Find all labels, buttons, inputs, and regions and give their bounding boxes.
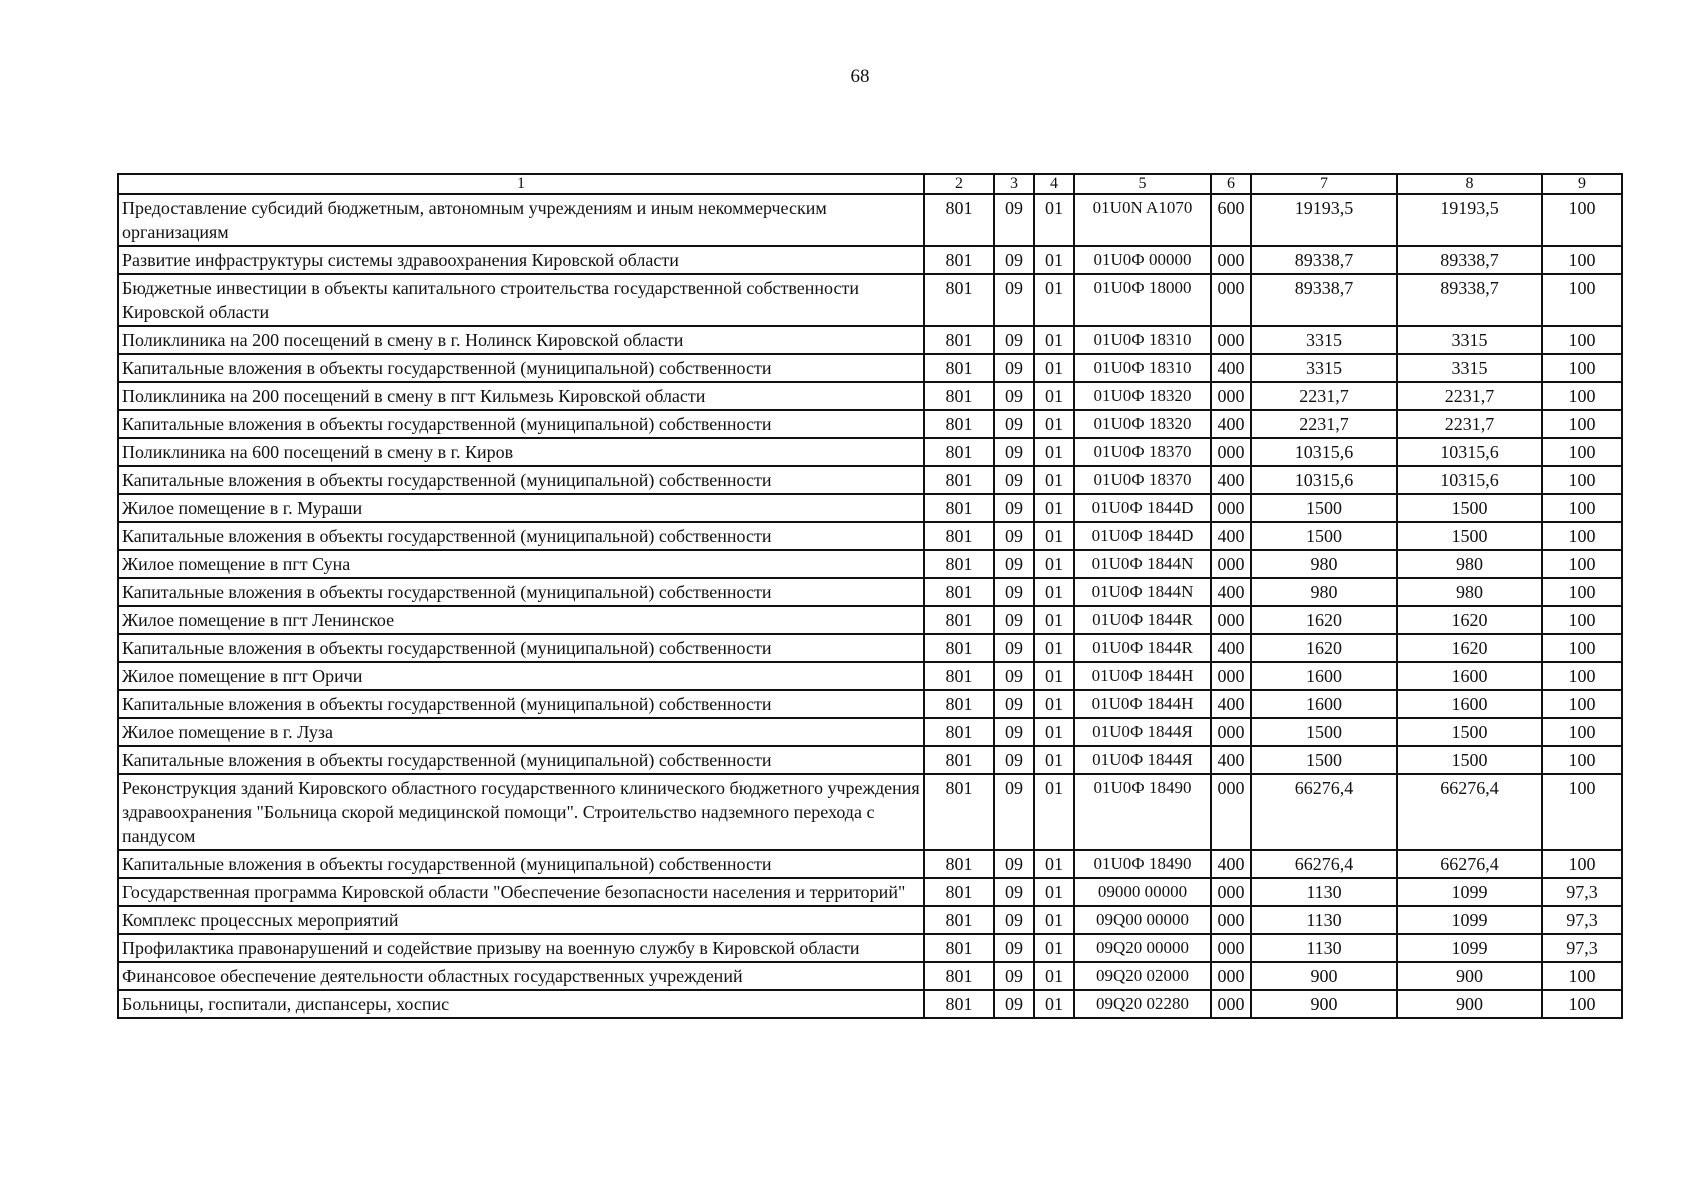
cell-subsection: 01 (1034, 774, 1074, 850)
cell-planned: 900 (1251, 990, 1397, 1018)
cell-executed: 89338,7 (1397, 246, 1542, 274)
cell-executed: 1500 (1397, 746, 1542, 774)
cell-planned: 1500 (1251, 522, 1397, 550)
cell-expense-type: 000 (1211, 606, 1251, 634)
cell-section: 09 (994, 494, 1034, 522)
cell-percent: 100 (1542, 522, 1622, 550)
cell-subsection: 01 (1034, 878, 1074, 906)
cell-subsection: 01 (1034, 550, 1074, 578)
table-row (118, 718, 1622, 746)
cell-subsection: 01 (1034, 662, 1074, 690)
table-row (118, 634, 1622, 662)
cell-expense-type: 400 (1211, 746, 1251, 774)
cell-ministry-code: 801 (924, 878, 994, 906)
cell-subsection: 01 (1034, 578, 1074, 606)
cell-expense-type: 400 (1211, 634, 1251, 662)
table-row (118, 466, 1622, 494)
table-row (118, 662, 1622, 690)
cell-subsection: 01 (1034, 690, 1074, 718)
cell-percent: 100 (1542, 550, 1622, 578)
table-row (118, 438, 1622, 466)
cell-planned: 2231,7 (1251, 410, 1397, 438)
cell-subsection: 01 (1034, 438, 1074, 466)
cell-subsection: 01 (1034, 606, 1074, 634)
cell-executed: 980 (1397, 550, 1542, 578)
cell-target-article: 01U0Ф 18320 (1074, 410, 1211, 438)
cell-expense-type: 000 (1211, 662, 1251, 690)
table-row (118, 746, 1622, 774)
table-row (118, 410, 1622, 438)
cell-target-article: 09Q20 00000 (1074, 934, 1211, 962)
cell-executed: 900 (1397, 990, 1542, 1018)
cell-target-article: 01U0Ф 1844R (1074, 606, 1211, 634)
cell-section: 09 (994, 990, 1034, 1018)
table-row (118, 578, 1622, 606)
cell-executed: 1500 (1397, 494, 1542, 522)
row-description: Поликлиника на 200 посещений в смену в пгт Кильмезь Кировской области (118, 382, 924, 410)
cell-expense-type: 000 (1211, 906, 1251, 934)
cell-percent: 100 (1542, 990, 1622, 1018)
cell-expense-type: 000 (1211, 718, 1251, 746)
cell-subsection: 01 (1034, 522, 1074, 550)
cell-subsection: 01 (1034, 718, 1074, 746)
cell-executed: 1620 (1397, 606, 1542, 634)
cell-target-article: 01U0Ф 1844Я (1074, 746, 1211, 774)
row-description: Жилое помещение в пгт Оричи (118, 662, 924, 690)
table-row (118, 494, 1622, 522)
cell-target-article: 01U0Ф 00000 (1074, 246, 1211, 274)
cell-section: 09 (994, 578, 1034, 606)
cell-ministry-code: 801 (924, 578, 994, 606)
table-row (118, 354, 1622, 382)
cell-expense-type: 000 (1211, 962, 1251, 990)
cell-subsection: 01 (1034, 246, 1074, 274)
cell-section: 09 (994, 718, 1034, 746)
cell-ministry-code: 801 (924, 746, 994, 774)
cell-target-article: 01U0Ф 18490 (1074, 774, 1211, 850)
cell-percent: 100 (1542, 962, 1622, 990)
row-description: Реконструкция зданий Кировского областного государственного клинического бюджетного учреждения здравоохранения "Больница скорой медицинской помощи". Строительство надземного перехода с пандусом (118, 774, 924, 850)
cell-executed: 10315,6 (1397, 438, 1542, 466)
cell-target-article: 01U0Ф 1844H (1074, 690, 1211, 718)
cell-subsection: 01 (1034, 410, 1074, 438)
row-description: Капитальные вложения в объекты государственной (муниципальной) собственности (118, 410, 924, 438)
cell-ministry-code: 801 (924, 774, 994, 850)
cell-percent: 100 (1542, 718, 1622, 746)
cell-expense-type: 400 (1211, 578, 1251, 606)
cell-executed: 2231,7 (1397, 410, 1542, 438)
cell-expense-type: 000 (1211, 550, 1251, 578)
cell-target-article: 01U0Ф 1844Я (1074, 718, 1211, 746)
table-body (118, 174, 1622, 1018)
table-row (118, 550, 1622, 578)
cell-target-article: 01U0Ф 18000 (1074, 274, 1211, 326)
cell-planned: 10315,6 (1251, 438, 1397, 466)
cell-planned: 1130 (1251, 934, 1397, 962)
cell-planned: 980 (1251, 578, 1397, 606)
cell-executed: 3315 (1397, 354, 1542, 382)
cell-ministry-code: 801 (924, 522, 994, 550)
cell-executed: 1620 (1397, 634, 1542, 662)
cell-section: 09 (994, 410, 1034, 438)
cell-target-article: 01U0N A1070 (1074, 194, 1211, 246)
cell-executed: 89338,7 (1397, 274, 1542, 326)
cell-percent: 97,3 (1542, 878, 1622, 906)
cell-percent: 100 (1542, 466, 1622, 494)
cell-ministry-code: 801 (924, 962, 994, 990)
cell-ministry-code: 801 (924, 906, 994, 934)
cell-percent: 100 (1542, 274, 1622, 326)
cell-expense-type: 000 (1211, 990, 1251, 1018)
cell-ministry-code: 801 (924, 382, 994, 410)
row-description: Капитальные вложения в объекты государственной (муниципальной) собственности (118, 746, 924, 774)
row-description: Предоставление субсидий бюджетным, автономным учреждениям и иным некоммерческим организациям (118, 194, 924, 246)
column-header: 9 (1542, 174, 1622, 194)
cell-section: 09 (994, 246, 1034, 274)
row-description: Капитальные вложения в объекты государственной (муниципальной) собственности (118, 466, 924, 494)
cell-expense-type: 400 (1211, 466, 1251, 494)
cell-percent: 100 (1542, 354, 1622, 382)
column-header: 3 (994, 174, 1034, 194)
cell-percent: 100 (1542, 326, 1622, 354)
cell-subsection: 01 (1034, 354, 1074, 382)
cell-planned: 2231,7 (1251, 382, 1397, 410)
cell-expense-type: 400 (1211, 410, 1251, 438)
table-row (118, 990, 1622, 1018)
cell-expense-type: 000 (1211, 774, 1251, 850)
cell-expense-type: 600 (1211, 194, 1251, 246)
cell-ministry-code: 801 (924, 438, 994, 466)
cell-expense-type: 000 (1211, 246, 1251, 274)
cell-section: 09 (994, 466, 1034, 494)
cell-executed: 1500 (1397, 522, 1542, 550)
cell-target-article: 01U0Ф 1844D (1074, 522, 1211, 550)
cell-planned: 3315 (1251, 354, 1397, 382)
cell-executed: 1600 (1397, 690, 1542, 718)
cell-expense-type: 400 (1211, 850, 1251, 878)
row-description: Профилактика правонарушений и содействие призыву на военную службу в Кировской области (118, 934, 924, 962)
row-description: Поликлиника на 600 посещений в смену в г. Киров (118, 438, 924, 466)
table-row (118, 690, 1622, 718)
row-description: Капитальные вложения в объекты государственной (муниципальной) собственности (118, 690, 924, 718)
cell-planned: 1130 (1251, 878, 1397, 906)
cell-executed: 1099 (1397, 934, 1542, 962)
cell-ministry-code: 801 (924, 550, 994, 578)
cell-percent: 100 (1542, 410, 1622, 438)
cell-executed: 980 (1397, 578, 1542, 606)
cell-subsection: 01 (1034, 194, 1074, 246)
cell-executed: 66276,4 (1397, 774, 1542, 850)
cell-target-article: 01U0Ф 18320 (1074, 382, 1211, 410)
cell-planned: 1620 (1251, 606, 1397, 634)
budget-table (117, 173, 1623, 1019)
cell-target-article: 01U0Ф 18370 (1074, 438, 1211, 466)
cell-section: 09 (994, 634, 1034, 662)
cell-target-article: 09000 00000 (1074, 878, 1211, 906)
cell-expense-type: 000 (1211, 382, 1251, 410)
cell-target-article: 01U0Ф 18310 (1074, 354, 1211, 382)
cell-section: 09 (994, 438, 1034, 466)
column-header: 1 (118, 174, 924, 194)
cell-percent: 100 (1542, 606, 1622, 634)
cell-section: 09 (994, 962, 1034, 990)
table-row (118, 522, 1622, 550)
cell-ministry-code: 801 (924, 606, 994, 634)
cell-executed: 2231,7 (1397, 382, 1542, 410)
cell-planned: 19193,5 (1251, 194, 1397, 246)
cell-executed: 1500 (1397, 718, 1542, 746)
cell-section: 09 (994, 662, 1034, 690)
cell-expense-type: 400 (1211, 690, 1251, 718)
cell-percent: 100 (1542, 246, 1622, 274)
cell-subsection: 01 (1034, 934, 1074, 962)
column-header: 2 (924, 174, 994, 194)
table-row (118, 962, 1622, 990)
cell-planned: 1600 (1251, 662, 1397, 690)
cell-planned: 900 (1251, 962, 1397, 990)
cell-expense-type: 000 (1211, 326, 1251, 354)
cell-subsection: 01 (1034, 634, 1074, 662)
cell-expense-type: 400 (1211, 354, 1251, 382)
cell-target-article: 01U0Ф 1844D (1074, 494, 1211, 522)
cell-percent: 100 (1542, 578, 1622, 606)
cell-subsection: 01 (1034, 494, 1074, 522)
cell-target-article: 09Q20 02280 (1074, 990, 1211, 1018)
cell-target-article: 01U0Ф 18370 (1074, 466, 1211, 494)
cell-ministry-code: 801 (924, 194, 994, 246)
cell-target-article: 01U0Ф 1844R (1074, 634, 1211, 662)
cell-ministry-code: 801 (924, 354, 994, 382)
cell-section: 09 (994, 522, 1034, 550)
cell-executed: 66276,4 (1397, 850, 1542, 878)
cell-target-article: 01U0Ф 1844N (1074, 578, 1211, 606)
table-row (118, 850, 1622, 878)
row-description: Жилое помещение в пгт Суна (118, 550, 924, 578)
row-description: Государственная программа Кировской области "Обеспечение безопасности населения и территорий" (118, 878, 924, 906)
cell-ministry-code: 801 (924, 326, 994, 354)
cell-percent: 97,3 (1542, 934, 1622, 962)
row-description: Комплекс процессных мероприятий (118, 906, 924, 934)
cell-subsection: 01 (1034, 466, 1074, 494)
cell-executed: 1099 (1397, 878, 1542, 906)
cell-planned: 3315 (1251, 326, 1397, 354)
cell-executed: 10315,6 (1397, 466, 1542, 494)
row-description: Развитие инфраструктуры системы здравоохранения Кировской области (118, 246, 924, 274)
cell-percent: 100 (1542, 194, 1622, 246)
cell-section: 09 (994, 690, 1034, 718)
column-number-row (118, 174, 1622, 194)
cell-section: 09 (994, 274, 1034, 326)
table-row (118, 934, 1622, 962)
cell-target-article: 09Q00 00000 (1074, 906, 1211, 934)
cell-target-article: 09Q20 02000 (1074, 962, 1211, 990)
cell-expense-type: 000 (1211, 438, 1251, 466)
cell-planned: 1500 (1251, 718, 1397, 746)
row-description: Капитальные вложения в объекты государственной (муниципальной) собственности (118, 578, 924, 606)
cell-planned: 1500 (1251, 746, 1397, 774)
cell-section: 09 (994, 934, 1034, 962)
cell-percent: 100 (1542, 494, 1622, 522)
table-row (118, 326, 1622, 354)
cell-planned: 10315,6 (1251, 466, 1397, 494)
cell-subsection: 01 (1034, 906, 1074, 934)
cell-percent: 100 (1542, 774, 1622, 850)
cell-percent: 100 (1542, 382, 1622, 410)
cell-executed: 19193,5 (1397, 194, 1542, 246)
cell-planned: 66276,4 (1251, 774, 1397, 850)
cell-ministry-code: 801 (924, 410, 994, 438)
cell-ministry-code: 801 (924, 246, 994, 274)
cell-subsection: 01 (1034, 326, 1074, 354)
row-description: Больницы, госпитали, диспансеры, хоспис (118, 990, 924, 1018)
cell-ministry-code: 801 (924, 662, 994, 690)
row-description: Капитальные вложения в объекты государственной (муниципальной) собственности (118, 522, 924, 550)
cell-percent: 100 (1542, 634, 1622, 662)
row-description: Жилое помещение в пгт Ленинское (118, 606, 924, 634)
table-row (118, 246, 1622, 274)
row-description: Финансовое обеспечение деятельности областных государственных учреждений (118, 962, 924, 990)
cell-target-article: 01U0Ф 1844H (1074, 662, 1211, 690)
row-description: Поликлиника на 200 посещений в смену в г. Нолинск Кировской области (118, 326, 924, 354)
cell-planned: 66276,4 (1251, 850, 1397, 878)
cell-section: 09 (994, 906, 1034, 934)
cell-section: 09 (994, 382, 1034, 410)
cell-ministry-code: 801 (924, 466, 994, 494)
row-description: Капитальные вложения в объекты государственной (муниципальной) собственности (118, 634, 924, 662)
cell-section: 09 (994, 354, 1034, 382)
row-description: Капитальные вложения в объекты государственной (муниципальной) собственности (118, 354, 924, 382)
cell-section: 09 (994, 606, 1034, 634)
cell-planned: 1500 (1251, 494, 1397, 522)
cell-section: 09 (994, 194, 1034, 246)
cell-percent: 97,3 (1542, 906, 1622, 934)
cell-ministry-code: 801 (924, 850, 994, 878)
cell-planned: 980 (1251, 550, 1397, 578)
cell-expense-type: 000 (1211, 274, 1251, 326)
cell-executed: 900 (1397, 962, 1542, 990)
cell-percent: 100 (1542, 438, 1622, 466)
table-row (118, 382, 1622, 410)
cell-section: 09 (994, 746, 1034, 774)
row-description: Капитальные вложения в объекты государственной (муниципальной) собственности (118, 850, 924, 878)
table-row (118, 878, 1622, 906)
cell-target-article: 01U0Ф 18310 (1074, 326, 1211, 354)
cell-executed: 3315 (1397, 326, 1542, 354)
table-row (118, 906, 1622, 934)
column-header: 8 (1397, 174, 1542, 194)
cell-percent: 100 (1542, 850, 1622, 878)
cell-planned: 1130 (1251, 906, 1397, 934)
cell-executed: 1099 (1397, 906, 1542, 934)
cell-percent: 100 (1542, 690, 1622, 718)
column-header: 4 (1034, 174, 1074, 194)
cell-target-article: 01U0Ф 18490 (1074, 850, 1211, 878)
cell-ministry-code: 801 (924, 274, 994, 326)
table-row (118, 774, 1622, 850)
cell-expense-type: 000 (1211, 494, 1251, 522)
cell-subsection: 01 (1034, 746, 1074, 774)
column-header: 6 (1211, 174, 1251, 194)
cell-section: 09 (994, 774, 1034, 850)
cell-percent: 100 (1542, 662, 1622, 690)
cell-subsection: 01 (1034, 962, 1074, 990)
cell-planned: 89338,7 (1251, 274, 1397, 326)
table-row (118, 194, 1622, 246)
row-description: Жилое помещение в г. Мураши (118, 494, 924, 522)
cell-target-article: 01U0Ф 1844N (1074, 550, 1211, 578)
cell-section: 09 (994, 326, 1034, 354)
cell-expense-type: 000 (1211, 878, 1251, 906)
cell-executed: 1600 (1397, 662, 1542, 690)
table-row (118, 274, 1622, 326)
cell-subsection: 01 (1034, 382, 1074, 410)
column-header: 7 (1251, 174, 1397, 194)
cell-section: 09 (994, 850, 1034, 878)
cell-expense-type: 400 (1211, 522, 1251, 550)
cell-ministry-code: 801 (924, 634, 994, 662)
cell-section: 09 (994, 878, 1034, 906)
cell-ministry-code: 801 (924, 718, 994, 746)
cell-expense-type: 000 (1211, 934, 1251, 962)
row-description: Жилое помещение в г. Луза (118, 718, 924, 746)
cell-subsection: 01 (1034, 850, 1074, 878)
cell-ministry-code: 801 (924, 990, 994, 1018)
cell-planned: 89338,7 (1251, 246, 1397, 274)
column-header: 5 (1074, 174, 1211, 194)
cell-planned: 1600 (1251, 690, 1397, 718)
cell-ministry-code: 801 (924, 494, 994, 522)
cell-ministry-code: 801 (924, 690, 994, 718)
cell-subsection: 01 (1034, 990, 1074, 1018)
page-number: 68 (850, 66, 870, 87)
cell-planned: 1620 (1251, 634, 1397, 662)
cell-subsection: 01 (1034, 274, 1074, 326)
cell-percent: 100 (1542, 746, 1622, 774)
row-description: Бюджетные инвестиции в объекты капитального строительства государственной собственности Кировской области (118, 274, 924, 326)
cell-section: 09 (994, 550, 1034, 578)
table-row (118, 606, 1622, 634)
cell-ministry-code: 801 (924, 934, 994, 962)
